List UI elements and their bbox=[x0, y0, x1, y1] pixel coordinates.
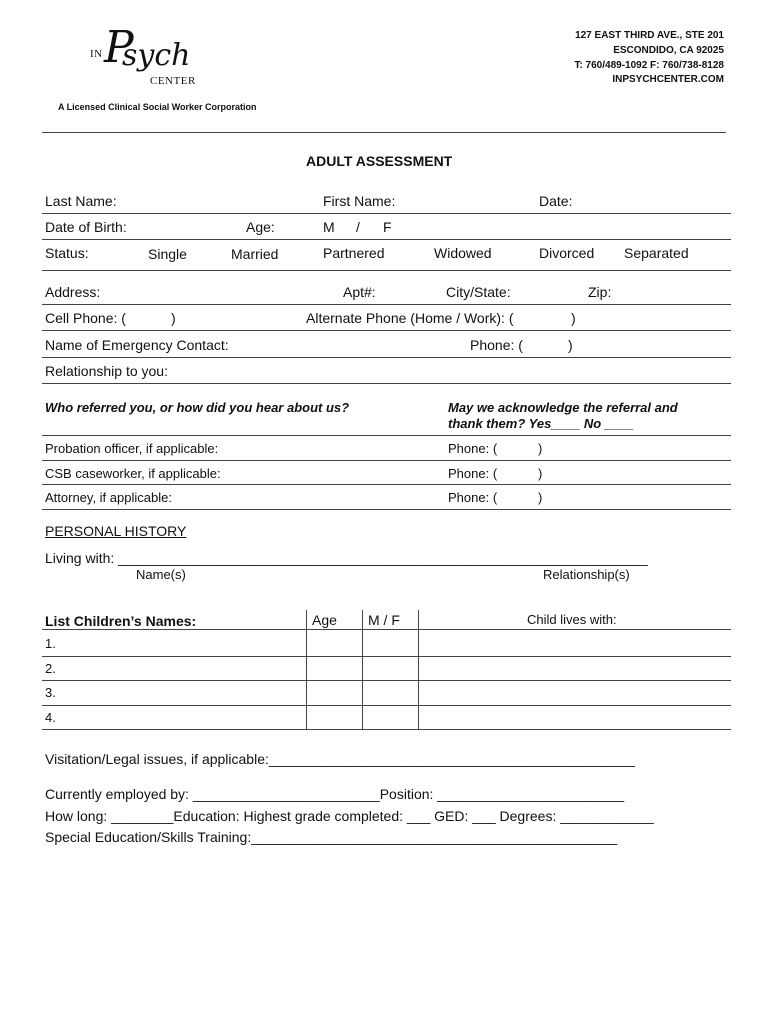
logo-sych-text: sych bbox=[122, 38, 191, 73]
status-label: Status: bbox=[45, 245, 89, 261]
last-name-label: Last Name: bbox=[45, 193, 117, 209]
alternate-phone-label: Alternate Phone (Home / Work): ( bbox=[306, 310, 514, 326]
sex-m-option[interactable]: M bbox=[323, 219, 335, 235]
table-rule bbox=[42, 680, 731, 681]
child-row-2[interactable]: 2. bbox=[45, 661, 56, 676]
sex-column-header: M / F bbox=[368, 612, 400, 628]
divider bbox=[42, 330, 731, 331]
cell-phone-label: Cell Phone: ( bbox=[45, 310, 126, 326]
date-label: Date: bbox=[539, 193, 573, 209]
attorney-label: Attorney, if applicable: bbox=[45, 490, 172, 505]
divider bbox=[42, 304, 731, 305]
status-option-married[interactable]: Married bbox=[231, 246, 279, 262]
website: INPSYCHCENTER.COM bbox=[612, 74, 724, 85]
tagline: A Licensed Clinical Social Worker Corporation bbox=[58, 102, 257, 112]
column-divider bbox=[306, 610, 307, 730]
csb-phone-label: Phone: ( bbox=[448, 466, 498, 481]
divider bbox=[42, 435, 731, 436]
city-state-label: City/State: bbox=[446, 284, 511, 300]
relationships-caption: Relationship(s) bbox=[543, 567, 630, 582]
csb-label: CSB caseworker, if applicable: bbox=[45, 466, 221, 481]
divider bbox=[42, 383, 731, 384]
probation-phone-label: Phone: ( bbox=[448, 441, 498, 456]
first-name-label: First Name: bbox=[323, 193, 396, 209]
employment-field[interactable]: Currently employed by: ________________________Position: ________________________ bbox=[45, 786, 625, 802]
table-rule bbox=[42, 729, 731, 730]
emergency-phone-close: ) bbox=[568, 337, 573, 353]
acknowledge-line-2: thank them? Yes____ No ____ bbox=[448, 416, 634, 431]
names-caption: Name(s) bbox=[136, 567, 186, 582]
referral-question: Who referred you, or how did you hear about us? bbox=[45, 400, 350, 415]
personal-history-heading: PERSONAL HISTORY bbox=[45, 523, 187, 539]
child-row-3[interactable]: 3. bbox=[45, 685, 56, 700]
table-rule bbox=[42, 656, 731, 657]
acknowledge-line-1: May we acknowledge the referral and bbox=[448, 400, 678, 415]
attorney-phone-label: Phone: ( bbox=[448, 490, 498, 505]
column-divider bbox=[418, 610, 419, 730]
education-field[interactable]: How long: ________Education: Highest grade completed: ___ GED: ___ Degrees: ____________ bbox=[45, 808, 654, 824]
lives-with-column-header: Child lives with: bbox=[527, 612, 617, 627]
address-line-2: ESCONDIDO, CA 92025 bbox=[613, 45, 724, 56]
divider bbox=[42, 357, 731, 358]
cell-phone-close: ) bbox=[171, 310, 176, 326]
alternate-phone-close: ) bbox=[571, 310, 576, 326]
divider bbox=[42, 509, 731, 510]
address-phone-fax: T: 760/489-1092 F: 760/738-8128 bbox=[574, 60, 724, 71]
age-column-header: Age bbox=[312, 612, 337, 628]
table-rule bbox=[42, 705, 731, 706]
attorney-phone-close: ) bbox=[538, 490, 543, 505]
living-with-field[interactable]: Living with: ____________________________________________________________________ bbox=[45, 550, 648, 566]
children-names-heading: List Children’s Names: bbox=[45, 613, 197, 629]
child-row-4[interactable]: 4. bbox=[45, 710, 56, 725]
divider bbox=[42, 213, 731, 214]
address-line-1: 127 EAST THIRD AVE., STE 201 bbox=[575, 30, 724, 41]
sex-separator: / bbox=[356, 219, 360, 235]
table-rule bbox=[42, 629, 731, 630]
status-option-single[interactable]: Single bbox=[148, 246, 187, 262]
divider bbox=[42, 239, 731, 240]
status-option-partnered[interactable]: Partnered bbox=[323, 245, 385, 261]
special-education-field[interactable]: Special Education/Skills Training:_______________________________________________ bbox=[45, 829, 618, 845]
emergency-contact-label: Name of Emergency Contact: bbox=[45, 337, 229, 353]
sex-f-option[interactable]: F bbox=[383, 219, 392, 235]
apt-label: Apt#: bbox=[343, 284, 376, 300]
column-divider bbox=[362, 610, 363, 730]
divider bbox=[42, 270, 731, 271]
visitation-field[interactable]: Visitation/Legal issues, if applicable:_______________________________________________ bbox=[45, 751, 635, 767]
address-label: Address: bbox=[45, 284, 101, 300]
dob-label: Date of Birth: bbox=[45, 219, 127, 235]
divider bbox=[42, 484, 731, 485]
logo-in-text: IN bbox=[90, 48, 103, 60]
status-option-widowed[interactable]: Widowed bbox=[434, 245, 492, 261]
emergency-phone-label: Phone: ( bbox=[470, 337, 523, 353]
age-label: Age: bbox=[246, 219, 275, 235]
logo-center-text: CENTER bbox=[150, 75, 196, 87]
zip-label: Zip: bbox=[588, 284, 612, 300]
probation-phone-close: ) bbox=[538, 441, 543, 456]
header-divider bbox=[42, 132, 726, 133]
status-option-separated[interactable]: Separated bbox=[624, 245, 689, 261]
probation-label: Probation officer, if applicable: bbox=[45, 441, 219, 456]
divider bbox=[42, 460, 731, 461]
csb-phone-close: ) bbox=[538, 466, 543, 481]
status-option-divorced[interactable]: Divorced bbox=[539, 245, 595, 261]
form-title: ADULT ASSESSMENT bbox=[306, 153, 453, 169]
logo-p-letter: P bbox=[104, 22, 134, 73]
relationship-label: Relationship to you: bbox=[45, 363, 168, 379]
child-row-1[interactable]: 1. bbox=[45, 636, 56, 651]
